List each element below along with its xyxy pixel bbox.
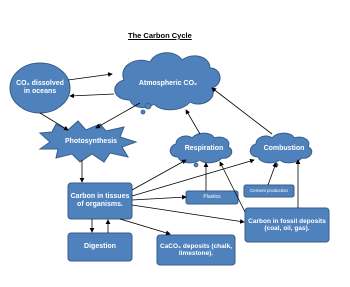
cement-label: Cement production [249,188,289,194]
carbon-organisms-label: Carbon in tissues of organisms. [70,192,130,208]
photosynthesis-label: Photosynthesis [64,137,118,145]
diagram-title: The Carbon Cycle [128,31,192,40]
digestion-label: Digestion [84,242,116,250]
arrow-organisms-to-fossil [132,205,244,222]
co2-oceans-label: CO₂ dissolved in oceans [16,79,64,95]
arrow-atmosphere-to-photosynthesis [96,103,140,128]
arrow-combustion-to-atmosphere [212,88,272,134]
arrow-respiration-to-atmosphere [186,110,200,134]
plastics-label: Plastics [203,193,221,200]
arrow-oceans-to-atmosphere [68,74,112,80]
arrow-atmosphere-to-oceans [70,94,114,96]
arrow-organisms-to-respiration [132,160,186,190]
caco3-label: CaCO₃ deposits (chalk, limestone). [160,242,232,257]
arrow-organisms-to-caco3 [120,219,170,234]
arrow-organisms-to-plastics [132,197,186,200]
arrow-cement-to-combustion [268,163,276,185]
fossil-label: Carbon in fossil deposits (coal, oil, gas). [248,217,326,232]
combustion-label: Combustion [263,144,305,152]
respiration-label: Respiration [184,144,224,152]
atmospheric-co2-label: Atmospheric CO₂ [138,79,198,87]
